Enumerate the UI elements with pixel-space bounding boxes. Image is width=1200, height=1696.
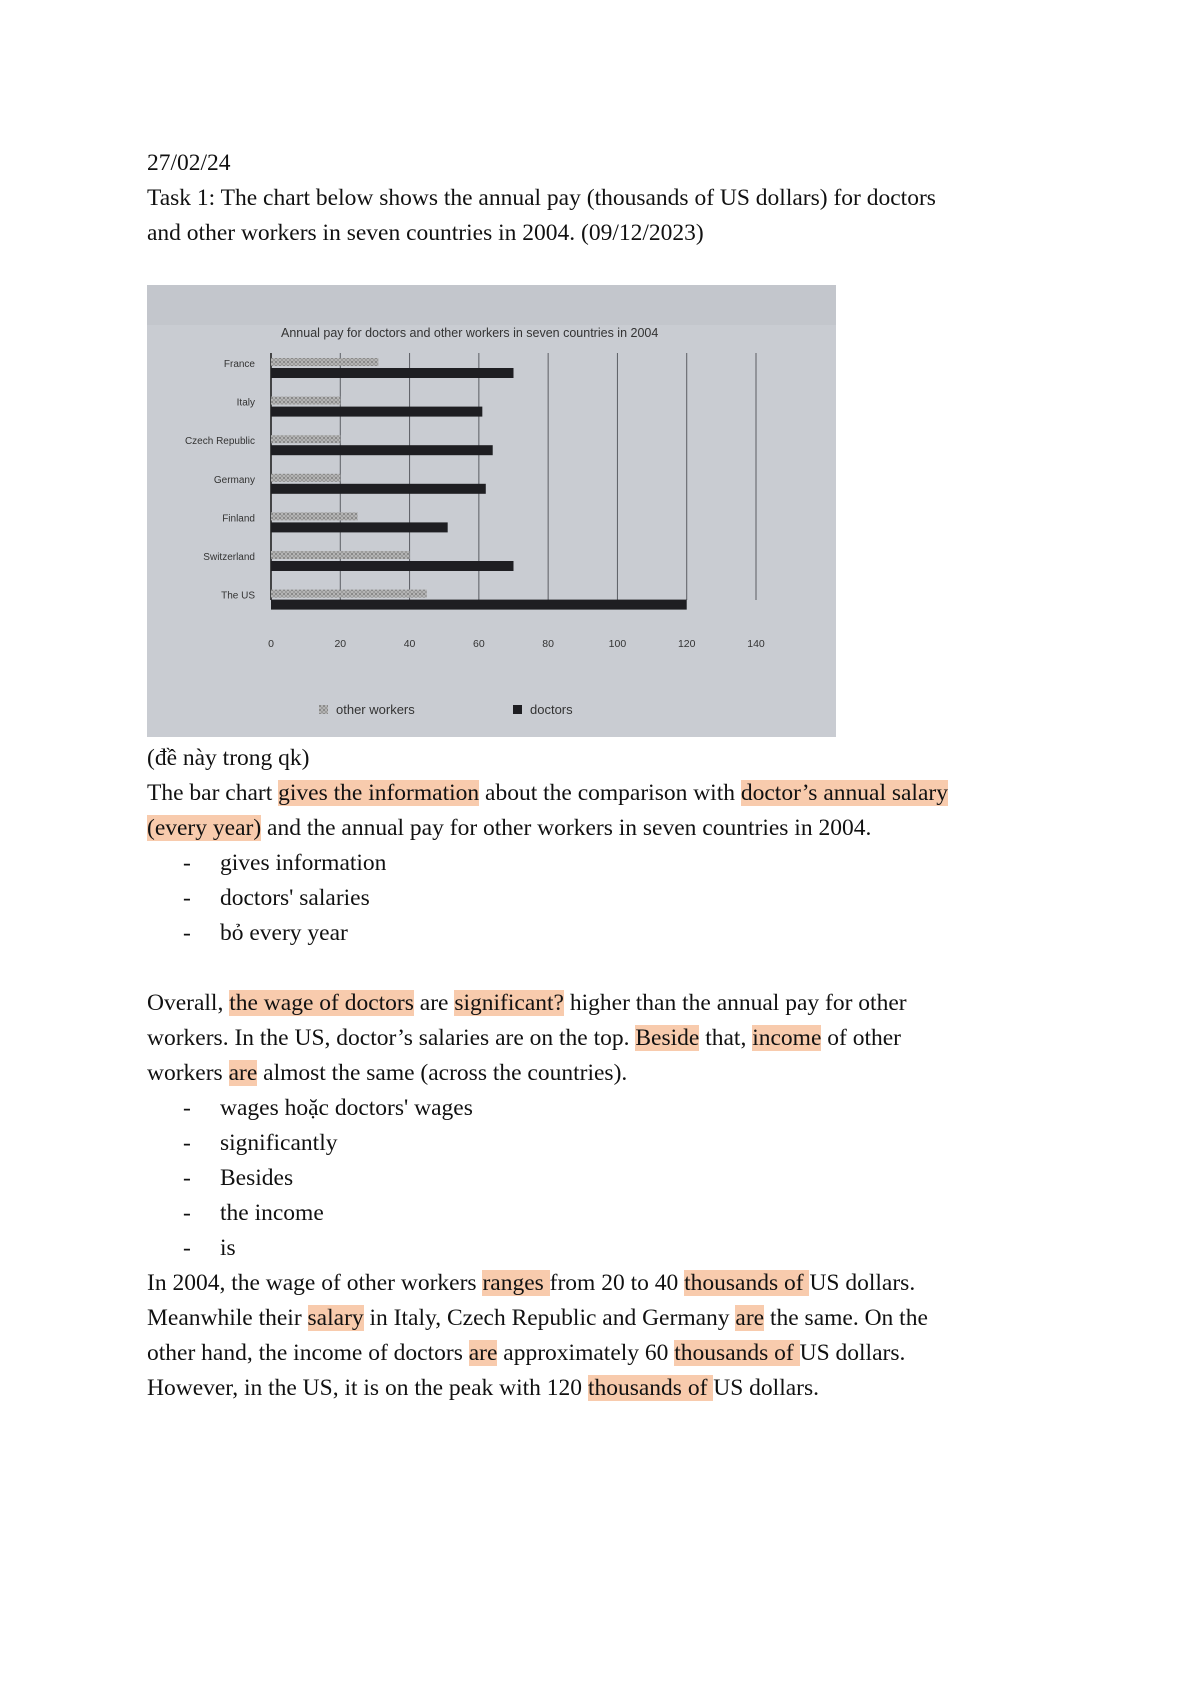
text-run: workers. In the US, doctor’s salaries are on the top. xyxy=(147,1025,636,1051)
bar-doctors xyxy=(271,600,687,610)
p1-line-2 xyxy=(147,811,1067,846)
text-run: higher than the annual pay for other xyxy=(563,990,907,1016)
p3-line-2 xyxy=(147,1301,1067,1336)
task-line-1: Task 1: The chart below shows the annual pay (thousands of US dollars) for doctors xyxy=(147,185,936,211)
photo-top-shade xyxy=(147,285,836,325)
p1-corrections xyxy=(147,846,1067,951)
legend-label-other-workers: other workers xyxy=(336,702,415,717)
x-tick-label: 100 xyxy=(608,638,627,650)
category-label: The US xyxy=(221,590,255,602)
text-run: and the annual pay for other workers in seven countries in 2004. xyxy=(261,815,872,841)
highlighted-phrase: salary xyxy=(307,1305,364,1331)
text-run: US dollars. xyxy=(713,1375,820,1401)
text-run: approximately 60 xyxy=(497,1340,675,1366)
highlighted-phrase: thousands of xyxy=(674,1340,800,1366)
highlighted-phrase: ranges xyxy=(482,1270,550,1296)
p3-line-1 xyxy=(147,1266,1067,1301)
bar-doctors xyxy=(271,368,514,378)
text-run: about the comparison with xyxy=(479,780,741,806)
text-run: are xyxy=(413,990,455,1016)
chart-title: Annual pay for doctors and other workers in seven countries in 2004 xyxy=(281,326,659,340)
list-item: - gives information xyxy=(183,846,1067,881)
category-label: France xyxy=(223,359,255,370)
text-run: In 2004, the wage of other workers xyxy=(147,1270,483,1296)
text-run: almost the same (across the countries). xyxy=(257,1060,628,1086)
bar-doctors xyxy=(271,407,482,417)
list-item: - wages hoặc doctors' wages xyxy=(183,1091,1067,1126)
bar-other-workers xyxy=(271,474,340,482)
x-tick-label: 40 xyxy=(403,638,416,650)
list-item: - Besides xyxy=(183,1161,1067,1196)
highlighted-phrase: gives the information xyxy=(278,780,480,806)
text-run: other hand, the income of doctors xyxy=(147,1340,469,1366)
chart-photo xyxy=(147,285,836,737)
highlighted-phrase: are xyxy=(228,1060,258,1086)
bar-doctors xyxy=(271,445,493,455)
bar-other-workers xyxy=(271,435,340,443)
category-label: Germany xyxy=(213,474,255,486)
text-run: in Italy, Czech Republic and Germany xyxy=(363,1305,736,1331)
category-label: Finland xyxy=(222,513,255,525)
task-line-2: and other workers in seven countries in 2004. (09/12/2023) xyxy=(147,220,704,246)
task-note: (đề này trong qk) xyxy=(147,745,310,771)
bar-other-workers xyxy=(271,512,358,520)
x-tick-label: 20 xyxy=(334,638,347,650)
highlighted-phrase: income xyxy=(752,1025,822,1051)
highlighted-phrase: Beside xyxy=(635,1025,700,1051)
p3-line-3 xyxy=(147,1336,1067,1371)
p3-line-4 xyxy=(147,1371,1067,1406)
bar-doctors xyxy=(271,522,448,532)
list-item: - doctors' salaries xyxy=(183,881,1067,916)
date-line: 27/02/24 xyxy=(147,150,231,176)
x-tick-label: 120 xyxy=(677,638,696,650)
highlighted-phrase: thousands of xyxy=(684,1270,810,1296)
highlighted-phrase: are xyxy=(735,1305,765,1331)
text-run: workers xyxy=(147,1060,229,1086)
legend-swatch-doctors xyxy=(513,705,522,714)
list-item: - bỏ every year xyxy=(183,916,1067,951)
text-run: However, in the US, it is on the peak with 120 xyxy=(147,1375,588,1401)
bar-other-workers xyxy=(271,358,378,366)
legend-label-doctors: doctors xyxy=(530,702,573,717)
highlighted-phrase: doctor’s annual salary xyxy=(740,780,948,806)
highlighted-phrase: significant? xyxy=(454,990,564,1016)
task-header xyxy=(147,146,1067,251)
bar-other-workers xyxy=(271,397,340,405)
highlighted-phrase: are xyxy=(468,1340,498,1366)
list-item: - the income xyxy=(183,1196,1067,1231)
x-tick-label: 80 xyxy=(542,638,554,650)
text-run: the same. On the xyxy=(764,1305,928,1331)
text-run: Overall, xyxy=(147,990,230,1016)
highlighted-phrase: thousands of xyxy=(587,1375,714,1401)
bar-other-workers xyxy=(271,551,410,559)
x-tick-label: 60 xyxy=(473,638,485,650)
text-run: Meanwhile their xyxy=(147,1305,308,1331)
bar-doctors xyxy=(271,561,514,571)
photo-background xyxy=(147,285,836,737)
essay xyxy=(147,741,1067,1406)
legend-swatch-other-workers xyxy=(319,705,328,714)
paragraph-gap xyxy=(147,951,1067,986)
bar-other-workers xyxy=(271,590,427,598)
highlighted-phrase: (every year) xyxy=(147,815,262,841)
bar-doctors xyxy=(271,484,486,494)
text-run: The bar chart xyxy=(147,780,279,806)
list-item: - significantly xyxy=(183,1126,1067,1161)
p2-line-1 xyxy=(147,986,1067,1021)
x-tick-label: 0 xyxy=(268,638,274,650)
text-run: that, xyxy=(699,1025,753,1051)
x-tick-label: 140 xyxy=(747,638,765,650)
p1-line-1 xyxy=(147,776,1067,811)
p2-line-3 xyxy=(147,1056,1067,1091)
highlighted-phrase: the wage of doctors xyxy=(229,990,414,1016)
p2-line-2 xyxy=(147,1021,1067,1056)
text-run: of other xyxy=(821,1025,902,1051)
list-item: - is xyxy=(183,1231,1067,1266)
category-label: Czech Republic xyxy=(184,436,255,448)
text-run: from 20 to 40 xyxy=(549,1270,685,1296)
text-run: US dollars. xyxy=(809,1270,916,1296)
category-label: Italy xyxy=(236,397,255,409)
text-run: US dollars. xyxy=(799,1340,906,1366)
category-label: Switzerland xyxy=(203,552,255,563)
p2-corrections xyxy=(147,1091,1067,1266)
